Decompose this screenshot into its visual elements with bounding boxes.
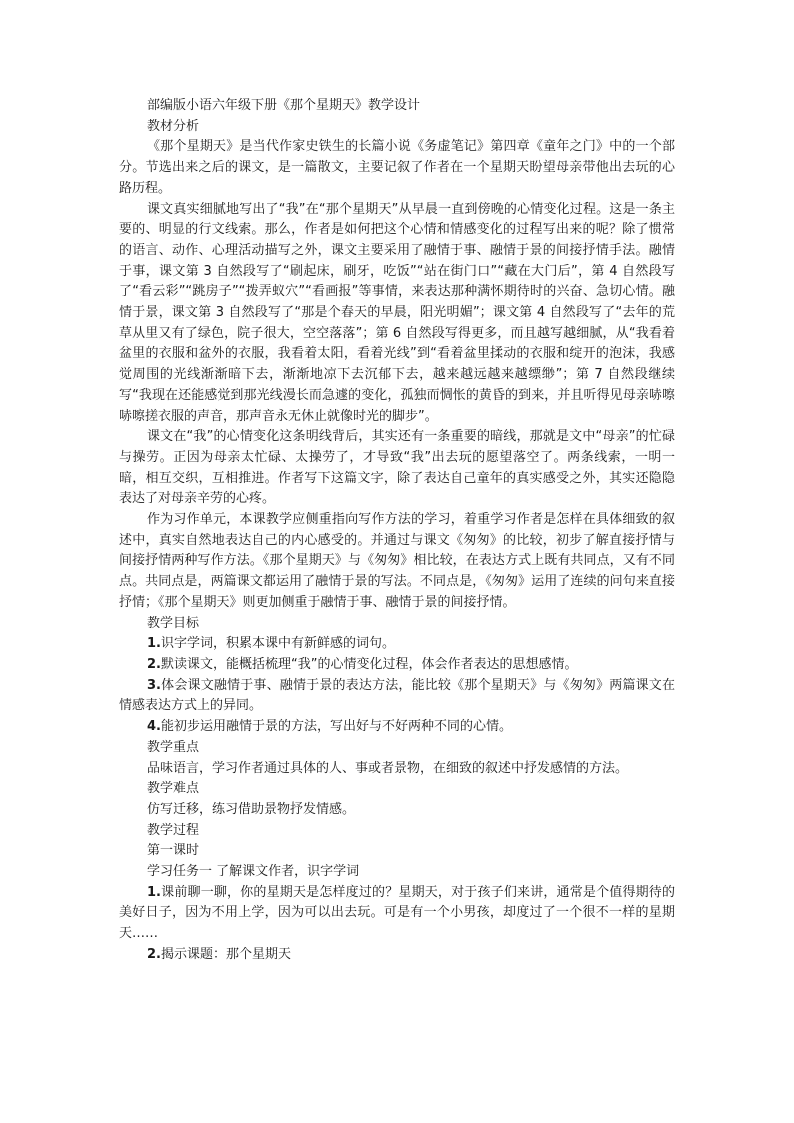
- goal-text: 能初步运用融情于景的方法，写出好与不好两种不同的心情。: [160, 719, 512, 735]
- step-item-2: [119, 945, 675, 966]
- document-body: [119, 96, 675, 966]
- step-number: 2.: [147, 946, 161, 962]
- analysis-paragraph-1: 《那个星期天》是当代作家史铁生的长篇小说《务虚笔记》第四章《童年之门》中的一个部分。节选出来之后的课文，是一篇散文，主要记叙了作者在一个星期天盼望母亲带他出去玩的心路历程。: [119, 139, 675, 196]
- lesson-heading: 第一课时: [147, 843, 200, 859]
- goal-text: 识字学词，积累本课中有新鲜感的词句。: [160, 636, 395, 652]
- document-title: 部编版小语六年级下册《那个星期天》教学设计: [147, 98, 421, 113]
- analysis-heading: 教材分析: [147, 118, 200, 134]
- goal-text: 体会课文融情于事、融情于景的表达方法，能比较《那个星期天》与《匆匆》两篇课文在情感表达方式上的异同。: [119, 677, 675, 714]
- goal-text: 默读课文，能概括梳理“我”的心情变化过程，体会作者表达的思想感情。: [160, 656, 578, 672]
- process-heading: 教学过程: [147, 822, 200, 838]
- goal-number: 1.: [147, 636, 161, 652]
- step-item-1: [119, 883, 675, 945]
- goal-item-4: [119, 717, 675, 738]
- step-text: 课前聊一聊，你的星期天是怎样度过的？星期天，对于孩子们来讲，通常是个值得期待的美好日子，因为不用上学，因为可以出去玩。可是有一个小男孩，却度过了一个很不一样的星期天……: [119, 884, 675, 942]
- difficulty-text: 仿写迁移，练习借助景物抒发情感。: [147, 801, 356, 817]
- goal-item-1: [119, 634, 675, 655]
- difficulty-heading: 教学难点: [147, 781, 200, 797]
- analysis-paragraph-2: 课文真实细腻地写出了“我”在“那个星期天”从早晨一直到傍晚的心情变化过程。这是一条主要的、明显的行文线索。那么，作者是如何把这个心情和情感变化的过程写出来的呢？除了惯常的语言、动作、心理活动描写之外，课文主要采用了融情于事、融情于景的间接抒情手法。融情于事，课文第 3 自然段写了“刷起床，刷牙，吃饭”“站在街门口”“藏在大门后”，第 4 自然段写了“看云彩”“跳房子”“拨弄蚁穴”“看画报”等事情，来表达那种满怀期待时的兴奋、急切心情。融情于景，课文第 3 自然段写了“那是个春天的早晨，阳光明媚”；课文第 4 自然段写了“去年的荒草从里又有了绿色，院子很大，空空落落”；第 6 自然段写得更多，而且越写越细腻，从“我看着盆里的衣服和盆外的衣服，我看着太阳，看着光线”到“看着盆里揉动的衣服和绽开的泡沫，我感觉周围的光线渐渐暗下去，渐渐地凉下去沉郁下去，越来越远越来越缥缈”；第 7 自然段继续写“我现在还能感觉到那光线漫长而急遽的变化，孤独而惆怅的黄昏的到来，并且听得见母亲哧嚓哧嚓搓衣服的声音，那声音永无休止就像时光的脚步”。: [119, 201, 675, 424]
- goal-number: 3.: [147, 677, 161, 693]
- goal-number: 2.: [147, 656, 161, 672]
- analysis-paragraph-3: 课文在“我”的心情变化这条明线背后，其实还有一条重要的暗线，那就是文中“母亲”的忙碌与操劳。正因为母亲太忙碌、太操劳了，才导致“我”出去玩的愿望落空了。两条线索，一明一暗，相互交织，互相推进。作者写下这篇文字，除了表达自己童年的真实感受之外，其实还隐隐表达了对母亲辛劳的心疼。: [119, 429, 675, 507]
- goals-heading: 教学目标: [147, 615, 200, 631]
- step-number: 1.: [147, 884, 161, 900]
- step-text: 揭示课题：那个星期天: [160, 946, 291, 962]
- goal-item-2: [119, 655, 675, 676]
- task-heading: 学习任务一 了解课文作者，识字学词: [147, 864, 360, 880]
- goal-number: 4.: [147, 719, 161, 735]
- key-points-heading: 教学重点: [147, 739, 200, 755]
- analysis-paragraph-4: 作为习作单元，本课教学应侧重指向写作方法的学习，着重学习作者是怎样在具体细致的叙述中，真实自然地表达自己的内心感受的。并通过与课文《匆匆》的比较，初步了解直接抒情与间接抒情两种写作方法。《那个星期天》与《匆匆》相比较，在表达方式上既有共同点，又有不同点。共同点是，两篇课文都运用了融情于景的写法。不同点是，《匆匆》运用了连续的问句来直接抒情；《那个星期天》则更加侧重于融情于事、融情于景的间接抒情。: [119, 512, 675, 610]
- goal-item-3: [119, 676, 675, 717]
- key-points-text: 品味语言，学习作者通过具体的人、事或者景物，在细致的叙述中抒发感情的方法。: [147, 760, 629, 776]
